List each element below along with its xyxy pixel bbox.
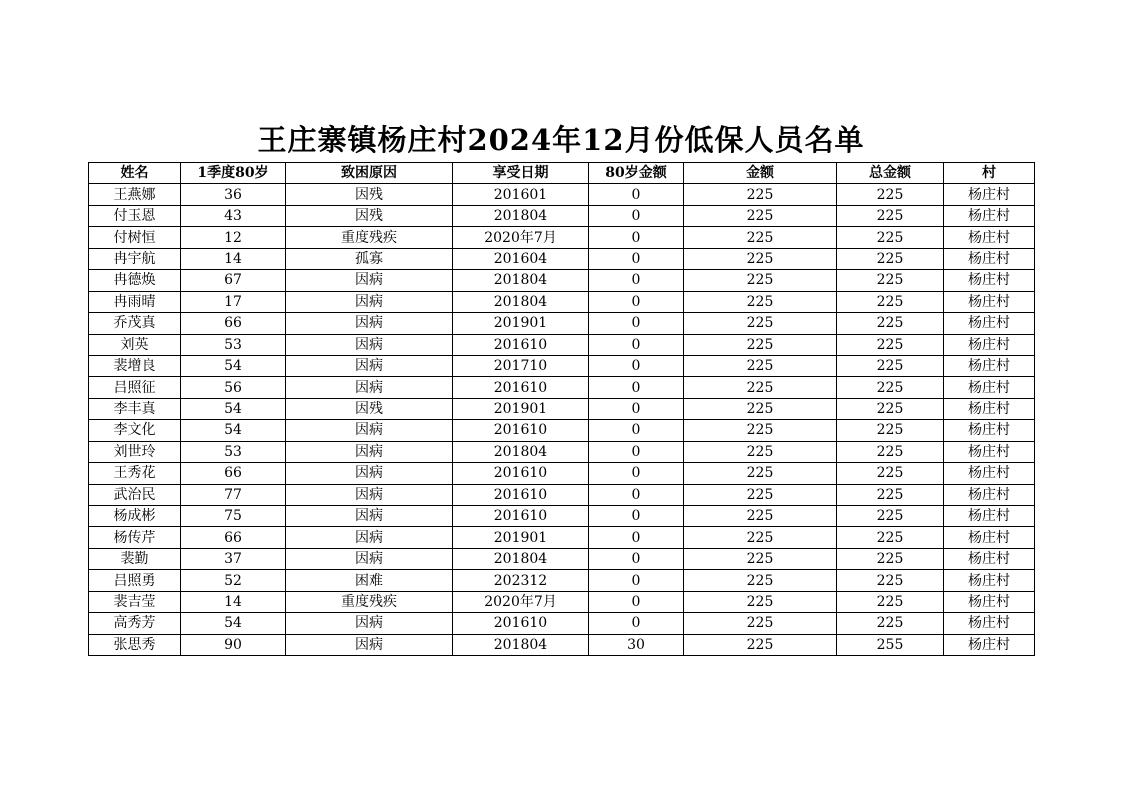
cell-80-amount: 0	[589, 463, 684, 484]
cell-start-date: 201610	[453, 334, 589, 355]
table-row	[89, 484, 1035, 505]
cell-q1-80: 54	[181, 355, 286, 376]
cell-reason: 因病	[286, 527, 453, 548]
cell-80-amount: 0	[589, 248, 684, 269]
cell-amount: 225	[684, 506, 837, 527]
cell-amount: 225	[684, 527, 837, 548]
cell-80-amount: 0	[589, 398, 684, 419]
cell-80-amount: 0	[589, 184, 684, 205]
cell-village: 杨庄村	[944, 313, 1035, 334]
cell-start-date: 201804	[453, 270, 589, 291]
cell-total: 225	[837, 548, 944, 569]
cell-start-date: 201804	[453, 634, 589, 655]
cell-total: 225	[837, 420, 944, 441]
cell-reason: 因残	[286, 205, 453, 226]
cell-reason: 因病	[286, 506, 453, 527]
cell-name: 裴勤	[89, 548, 181, 569]
cell-name: 王秀花	[89, 463, 181, 484]
cell-q1-80: 54	[181, 420, 286, 441]
cell-name: 付玉恩	[89, 205, 181, 226]
cell-village: 杨庄村	[944, 248, 1035, 269]
cell-total: 225	[837, 570, 944, 591]
table-row	[89, 634, 1035, 655]
cell-start-date: 201710	[453, 355, 589, 376]
cell-q1-80: 56	[181, 377, 286, 398]
cell-total: 225	[837, 248, 944, 269]
cell-amount: 225	[684, 355, 837, 376]
table-row	[89, 291, 1035, 312]
table-row	[89, 227, 1035, 248]
cell-q1-80: 14	[181, 248, 286, 269]
cell-amount: 225	[684, 313, 837, 334]
cell-amount: 225	[684, 270, 837, 291]
cell-total: 225	[837, 355, 944, 376]
cell-name: 刘世玲	[89, 441, 181, 462]
cell-reason: 因残	[286, 184, 453, 205]
cell-q1-80: 66	[181, 463, 286, 484]
cell-village: 杨庄村	[944, 184, 1035, 205]
cell-q1-80: 36	[181, 184, 286, 205]
cell-q1-80: 53	[181, 334, 286, 355]
cell-name: 吕照勇	[89, 570, 181, 591]
cell-start-date: 201804	[453, 548, 589, 569]
column-header-village: 村	[944, 163, 1035, 184]
cell-village: 杨庄村	[944, 291, 1035, 312]
cell-name: 杨传芹	[89, 527, 181, 548]
table-row	[89, 355, 1035, 376]
cell-start-date: 201804	[453, 205, 589, 226]
cell-start-date: 201610	[453, 463, 589, 484]
cell-start-date: 201610	[453, 613, 589, 634]
cell-q1-80: 52	[181, 570, 286, 591]
cell-amount: 225	[684, 227, 837, 248]
cell-village: 杨庄村	[944, 334, 1035, 355]
cell-q1-80: 67	[181, 270, 286, 291]
cell-q1-80: 54	[181, 398, 286, 419]
cell-name: 冉雨晴	[89, 291, 181, 312]
cell-80-amount: 0	[589, 613, 684, 634]
cell-start-date: 201604	[453, 248, 589, 269]
cell-amount: 225	[684, 205, 837, 226]
cell-amount: 225	[684, 334, 837, 355]
cell-name: 付树恒	[89, 227, 181, 248]
cell-total: 225	[837, 377, 944, 398]
cell-total: 225	[837, 398, 944, 419]
table-row	[89, 205, 1035, 226]
cell-reason: 因病	[286, 291, 453, 312]
cell-80-amount: 30	[589, 634, 684, 655]
cell-amount: 225	[684, 613, 837, 634]
cell-amount: 225	[684, 398, 837, 419]
cell-start-date: 201610	[453, 484, 589, 505]
cell-reason: 因病	[286, 270, 453, 291]
cell-start-date: 201610	[453, 506, 589, 527]
cell-start-date: 201901	[453, 313, 589, 334]
cell-village: 杨庄村	[944, 441, 1035, 462]
cell-80-amount: 0	[589, 591, 684, 612]
cell-name: 武治民	[89, 484, 181, 505]
cell-name: 张思秀	[89, 634, 181, 655]
cell-80-amount: 0	[589, 548, 684, 569]
cell-reason: 因病	[286, 313, 453, 334]
cell-total: 225	[837, 184, 944, 205]
table-row	[89, 548, 1035, 569]
cell-start-date: 201804	[453, 441, 589, 462]
cell-name: 李文化	[89, 420, 181, 441]
cell-reason: 因残	[286, 398, 453, 419]
cell-total: 225	[837, 334, 944, 355]
cell-80-amount: 0	[589, 313, 684, 334]
table-row	[89, 248, 1035, 269]
cell-reason: 因病	[286, 355, 453, 376]
cell-q1-80: 37	[181, 548, 286, 569]
table-row	[89, 334, 1035, 355]
cell-80-amount: 0	[589, 205, 684, 226]
cell-village: 杨庄村	[944, 398, 1035, 419]
cell-80-amount: 0	[589, 377, 684, 398]
cell-village: 杨庄村	[944, 484, 1035, 505]
cell-80-amount: 0	[589, 570, 684, 591]
cell-name: 冉德焕	[89, 270, 181, 291]
cell-total: 225	[837, 291, 944, 312]
cell-total: 225	[837, 527, 944, 548]
cell-80-amount: 0	[589, 227, 684, 248]
cell-village: 杨庄村	[944, 205, 1035, 226]
column-header-start-date: 享受日期	[453, 163, 589, 184]
cell-q1-80: 12	[181, 227, 286, 248]
cell-q1-80: 54	[181, 613, 286, 634]
cell-name: 冉宇航	[89, 248, 181, 269]
table-row	[89, 527, 1035, 548]
cell-total: 225	[837, 313, 944, 334]
cell-reason: 因病	[286, 377, 453, 398]
cell-village: 杨庄村	[944, 506, 1035, 527]
cell-start-date: 2020年7月	[453, 227, 589, 248]
cell-village: 杨庄村	[944, 570, 1035, 591]
cell-total: 225	[837, 270, 944, 291]
cell-start-date: 201901	[453, 527, 589, 548]
page-title: 王庄寨镇杨庄村2024年12月份低保人员名单	[257, 123, 865, 157]
cell-total: 225	[837, 441, 944, 462]
cell-amount: 225	[684, 291, 837, 312]
table-row	[89, 377, 1035, 398]
cell-name: 李丰真	[89, 398, 181, 419]
cell-80-amount: 0	[589, 441, 684, 462]
cell-q1-80: 14	[181, 591, 286, 612]
cell-amount: 225	[684, 484, 837, 505]
cell-village: 杨庄村	[944, 527, 1035, 548]
cell-village: 杨庄村	[944, 227, 1035, 248]
cell-village: 杨庄村	[944, 548, 1035, 569]
cell-q1-80: 90	[181, 634, 286, 655]
cell-amount: 225	[684, 463, 837, 484]
cell-village: 杨庄村	[944, 355, 1035, 376]
cell-village: 杨庄村	[944, 591, 1035, 612]
table-row	[89, 313, 1035, 334]
cell-start-date: 202312	[453, 570, 589, 591]
cell-amount: 225	[684, 570, 837, 591]
cell-reason: 重度残疾	[286, 591, 453, 612]
cell-amount: 225	[684, 634, 837, 655]
cell-amount: 225	[684, 420, 837, 441]
column-header-q1-80: 1季度80岁	[181, 163, 286, 184]
cell-q1-80: 66	[181, 313, 286, 334]
cell-start-date: 201804	[453, 291, 589, 312]
cell-amount: 225	[684, 248, 837, 269]
recipient-table	[88, 162, 1035, 656]
cell-start-date: 201901	[453, 398, 589, 419]
cell-amount: 225	[684, 184, 837, 205]
table-row	[89, 184, 1035, 205]
table-body	[89, 184, 1035, 656]
cell-start-date: 201610	[453, 420, 589, 441]
cell-start-date: 201610	[453, 377, 589, 398]
cell-village: 杨庄村	[944, 377, 1035, 398]
cell-name: 裴吉莹	[89, 591, 181, 612]
column-header-name: 姓名	[89, 163, 181, 184]
table-header-row	[89, 163, 1035, 184]
cell-q1-80: 77	[181, 484, 286, 505]
cell-total: 255	[837, 634, 944, 655]
cell-start-date: 2020年7月	[453, 591, 589, 612]
cell-reason: 重度残疾	[286, 227, 453, 248]
table-row	[89, 506, 1035, 527]
table-row	[89, 613, 1035, 634]
cell-q1-80: 53	[181, 441, 286, 462]
cell-reason: 因病	[286, 484, 453, 505]
table-row	[89, 570, 1035, 591]
table-row	[89, 591, 1035, 612]
cell-reason: 因病	[286, 441, 453, 462]
cell-village: 杨庄村	[944, 613, 1035, 634]
cell-q1-80: 66	[181, 527, 286, 548]
cell-reason: 因病	[286, 634, 453, 655]
cell-name: 高秀芳	[89, 613, 181, 634]
cell-reason: 因病	[286, 420, 453, 441]
cell-total: 225	[837, 205, 944, 226]
column-header-total: 总金额	[837, 163, 944, 184]
cell-name: 杨成彬	[89, 506, 181, 527]
table-row	[89, 463, 1035, 484]
table-row	[89, 441, 1035, 462]
column-header-reason: 致困原因	[286, 163, 453, 184]
table-row	[89, 398, 1035, 419]
cell-amount: 225	[684, 377, 837, 398]
cell-total: 225	[837, 613, 944, 634]
cell-q1-80: 17	[181, 291, 286, 312]
table-row	[89, 270, 1035, 291]
cell-reason: 困难	[286, 570, 453, 591]
cell-reason: 孤寡	[286, 248, 453, 269]
cell-amount: 225	[684, 548, 837, 569]
cell-amount: 225	[684, 441, 837, 462]
cell-village: 杨庄村	[944, 270, 1035, 291]
cell-amount: 225	[684, 591, 837, 612]
cell-name: 王燕娜	[89, 184, 181, 205]
cell-80-amount: 0	[589, 355, 684, 376]
cell-total: 225	[837, 591, 944, 612]
cell-80-amount: 0	[589, 506, 684, 527]
cell-total: 225	[837, 227, 944, 248]
cell-total: 225	[837, 506, 944, 527]
cell-reason: 因病	[286, 548, 453, 569]
cell-80-amount: 0	[589, 291, 684, 312]
cell-80-amount: 0	[589, 334, 684, 355]
cell-q1-80: 75	[181, 506, 286, 527]
cell-total: 225	[837, 463, 944, 484]
cell-village: 杨庄村	[944, 420, 1035, 441]
cell-village: 杨庄村	[944, 463, 1035, 484]
cell-q1-80: 43	[181, 205, 286, 226]
cell-village: 杨庄村	[944, 634, 1035, 655]
cell-80-amount: 0	[589, 420, 684, 441]
cell-start-date: 201601	[453, 184, 589, 205]
table-row	[89, 420, 1035, 441]
cell-80-amount: 0	[589, 484, 684, 505]
column-header-80-amount: 80岁金额	[589, 163, 684, 184]
cell-total: 225	[837, 484, 944, 505]
cell-reason: 因病	[286, 334, 453, 355]
cell-name: 乔茂真	[89, 313, 181, 334]
cell-name: 刘英	[89, 334, 181, 355]
cell-name: 吕照征	[89, 377, 181, 398]
cell-reason: 因病	[286, 463, 453, 484]
cell-reason: 因病	[286, 613, 453, 634]
cell-80-amount: 0	[589, 527, 684, 548]
cell-name: 裴增良	[89, 355, 181, 376]
cell-80-amount: 0	[589, 270, 684, 291]
column-header-amount: 金额	[684, 163, 837, 184]
